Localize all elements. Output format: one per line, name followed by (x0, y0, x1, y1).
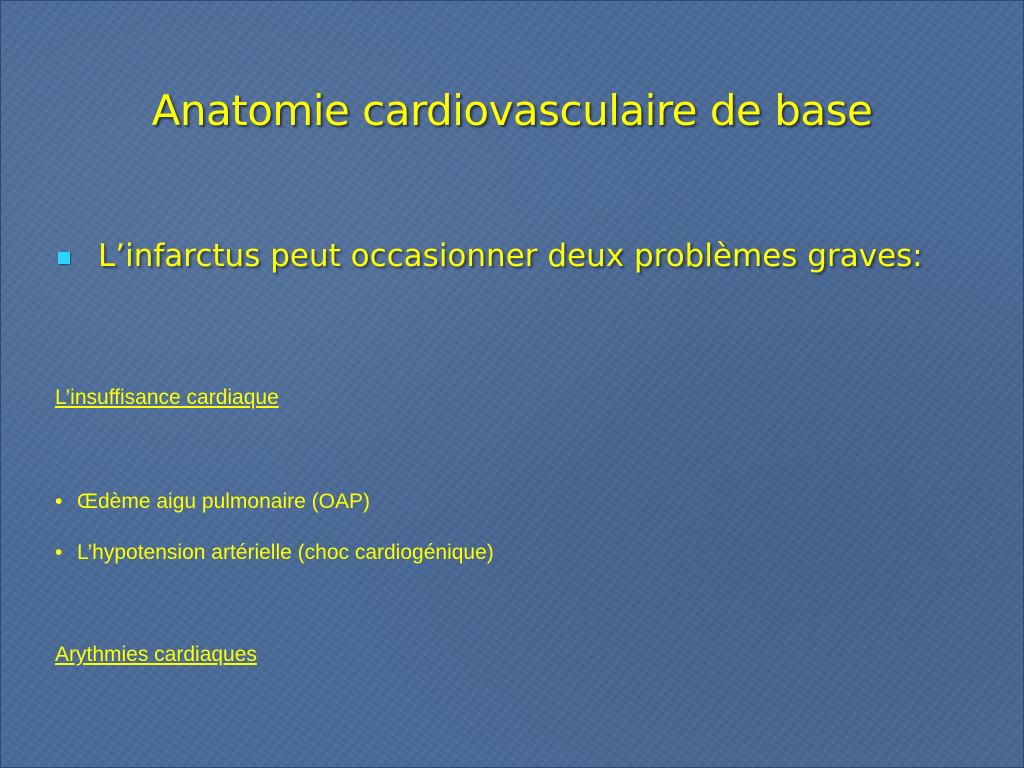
section-heading-insuffisance[interactable]: L’insuffisance cardiaque (55, 386, 279, 409)
slide-title: Anatomie cardiovasculaire de base (151, 86, 873, 135)
bullet-dot-icon: • (55, 541, 63, 564)
list-item (55, 490, 370, 514)
square-bullet-icon (58, 252, 70, 264)
list-item-text: L’hypotension artérielle (choc cardiogénique) (77, 541, 494, 564)
list-item-text: Œdème aigu pulmonaire (OAP) (77, 490, 370, 513)
main-bullet (58, 232, 938, 280)
bullet-dot-icon: • (55, 490, 63, 513)
list-item (55, 541, 494, 565)
section-heading-arythmies[interactable]: Arythmies cardiaques (55, 643, 257, 666)
main-bullet-text: L’infarctus peut occasionner deux problèmes graves: (98, 238, 923, 274)
